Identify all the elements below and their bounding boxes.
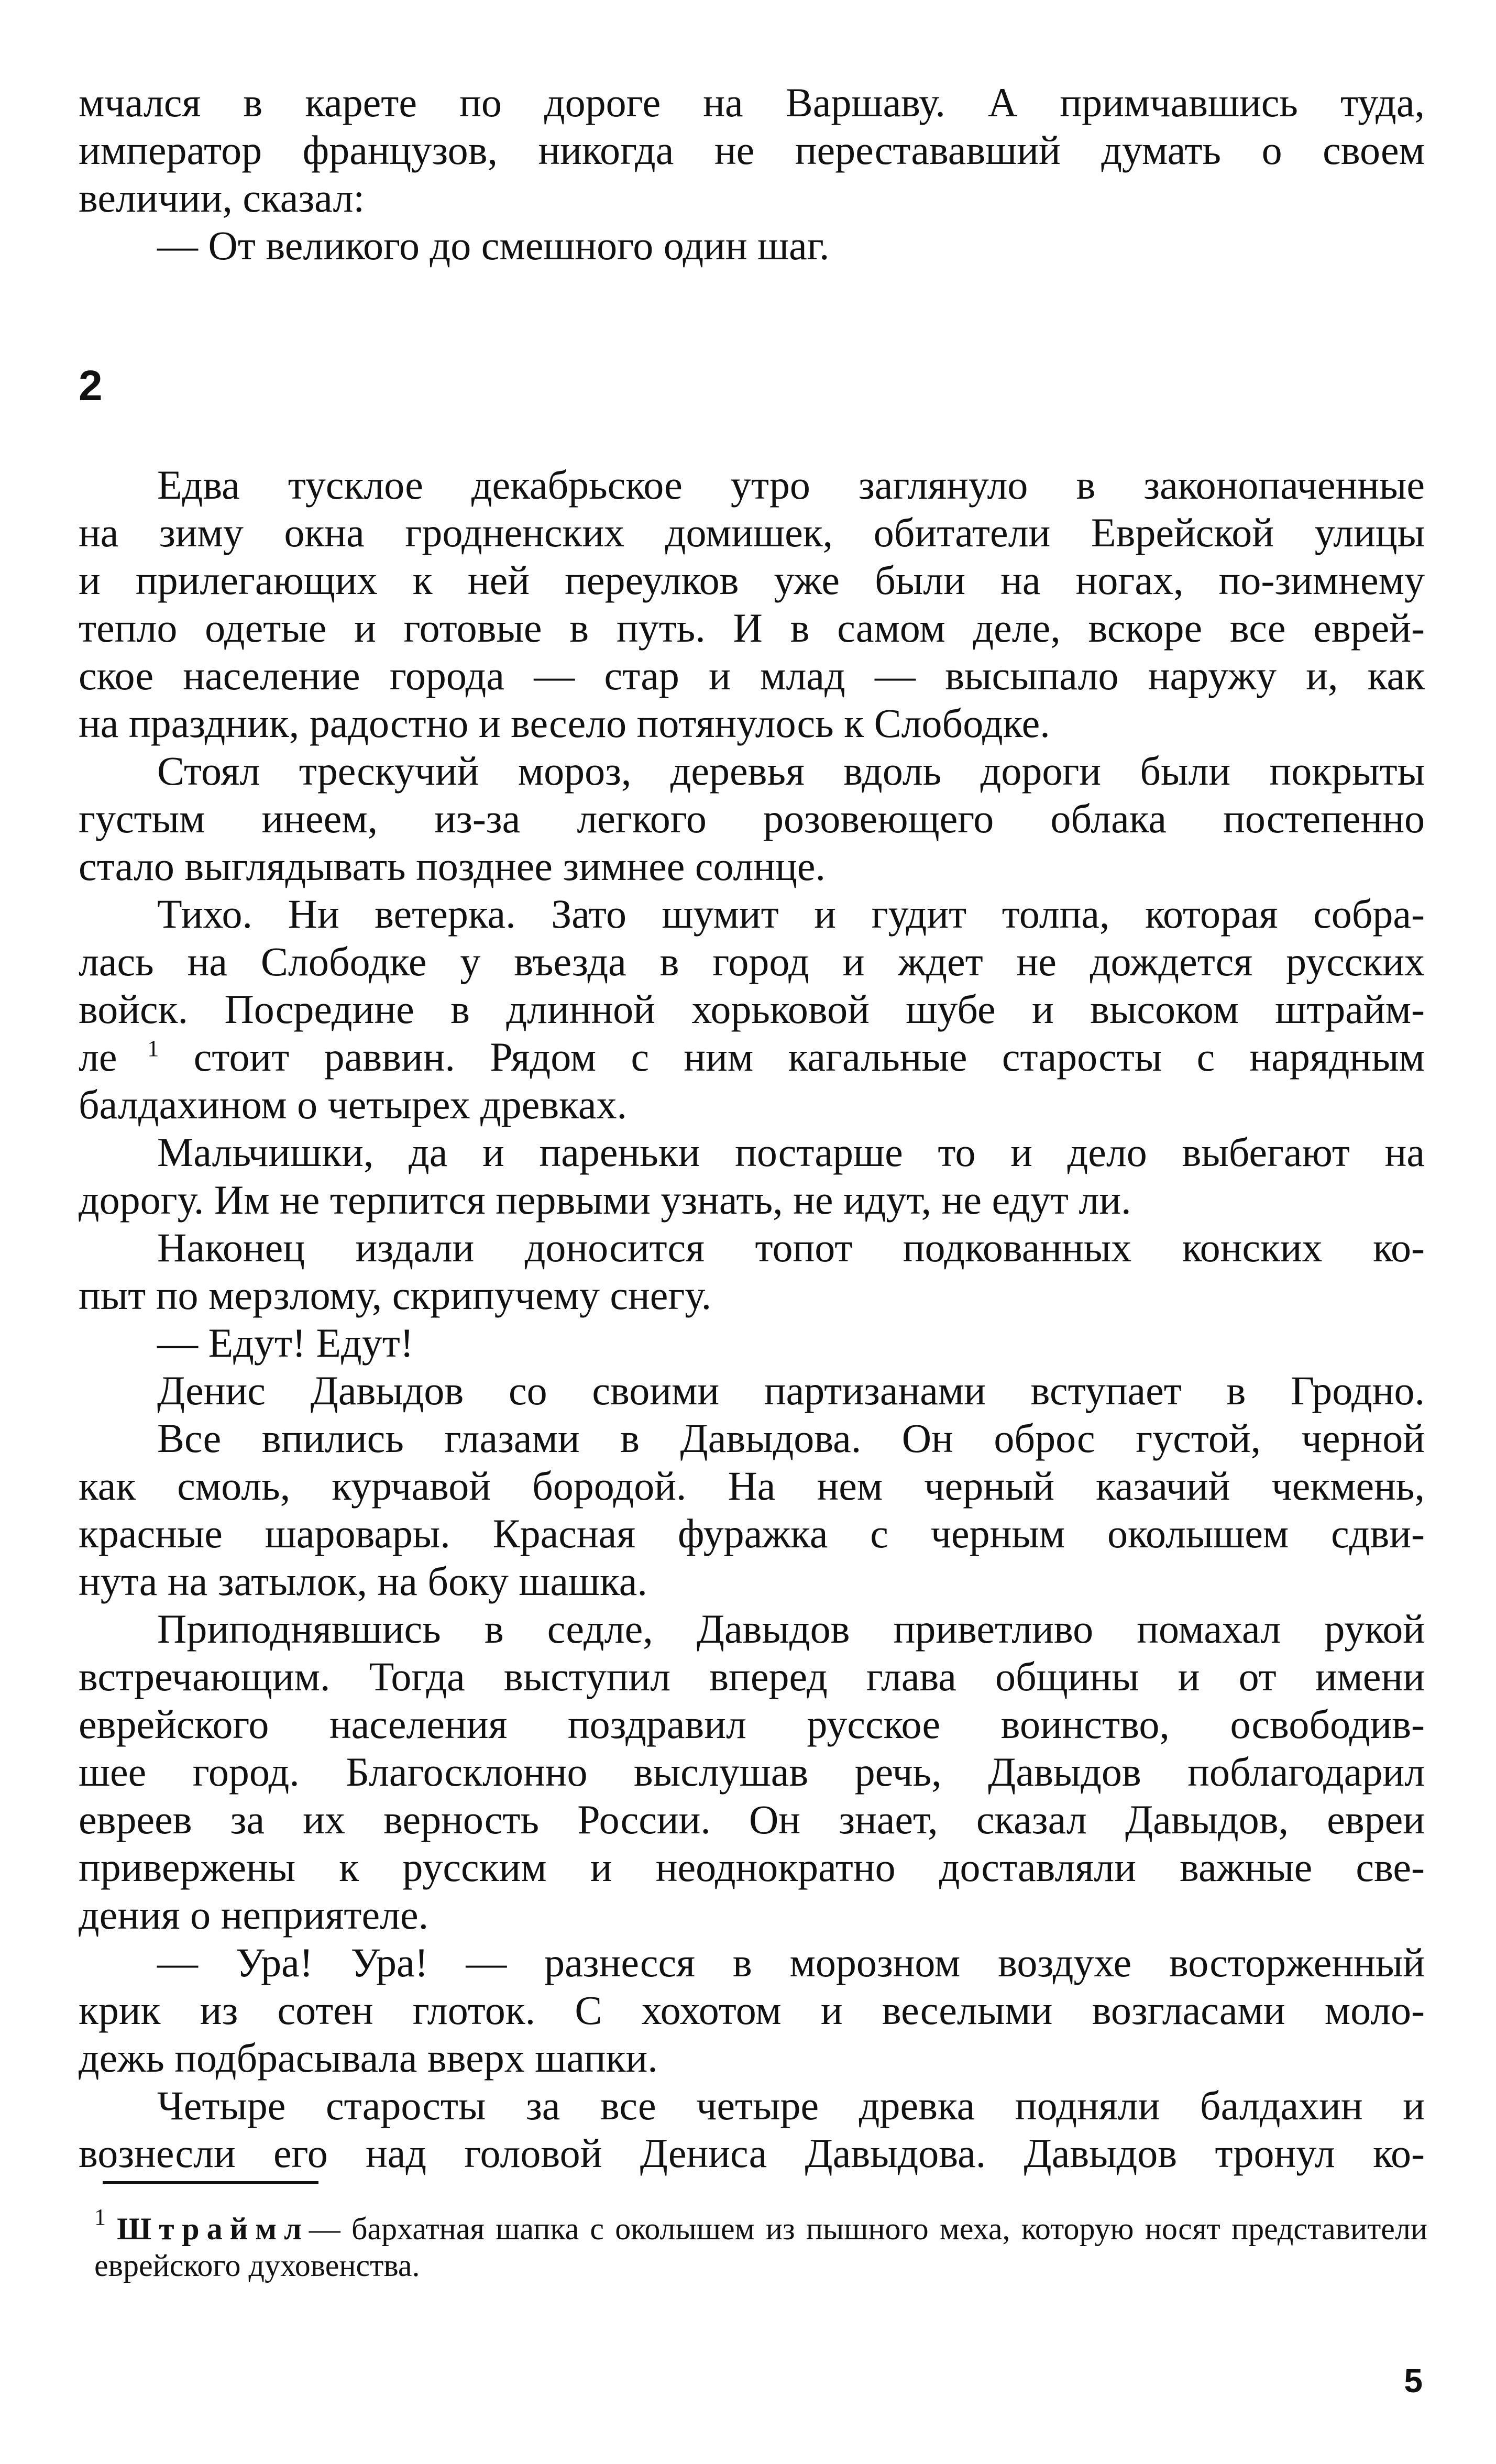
chapter-number: 2 bbox=[79, 362, 103, 410]
paragraph bbox=[79, 1605, 1425, 1939]
chapter-body bbox=[79, 461, 1425, 2177]
paragraph-line: Денис Давыдов со своими партизанами вступает в Гродно. bbox=[157, 1368, 1425, 1413]
paragraph-line: красные шаровары. Красная фуражка с черным околышем сдви- bbox=[79, 1511, 1425, 1556]
paragraph-line: Мальчишки, да и пареньки постарше то и дело выбегают на bbox=[157, 1129, 1425, 1175]
paragraph bbox=[79, 747, 1425, 890]
paragraph-line: ское население города — стар и млад — высыпало наружу и, как bbox=[79, 653, 1425, 698]
paragraph-line: Едва тусклое декабрьское утро заглянуло в законопаченные bbox=[157, 462, 1425, 508]
footnote-divider bbox=[103, 2181, 318, 2184]
paragraph-line: шее город. Благосклонно выслушав речь, Давыдов поблагодарил bbox=[79, 1749, 1425, 1795]
paragraph-line: густым инеем, из-за легкого розовеющего облака постепенно bbox=[79, 796, 1425, 841]
paragraph-line: нута на затылок, на боку шашка. bbox=[79, 1558, 647, 1604]
footnote bbox=[94, 2204, 1427, 2284]
footnote-marker: 1 bbox=[94, 2204, 106, 2230]
paragraph bbox=[79, 1414, 1425, 1605]
paragraph bbox=[79, 2082, 1425, 2177]
page-top bbox=[79, 79, 1425, 269]
paragraph-line: на зиму окна гродненских домишек, обитатели Еврейской улицы bbox=[79, 510, 1425, 555]
paragraph bbox=[79, 1319, 1425, 1367]
top-line-1: мчался в карете по дороге на Варшаву. А примчавшись туда, bbox=[79, 80, 1425, 125]
paragraph bbox=[79, 890, 1425, 1128]
paragraph-line: дежь подбрасывала вверх шапки. bbox=[79, 2035, 658, 2081]
paragraph-line: евреев за их верность России. Он знает, сказал Давыдов, евреи bbox=[79, 1797, 1425, 1842]
paragraph-line: встречающим. Тогда выступил вперед глава общины и от имени bbox=[79, 1654, 1425, 1699]
page-number: 5 bbox=[1404, 2362, 1423, 2400]
paragraph-line: вознесли его над головой Дениса Давыдова. Давыдов тронул ко- bbox=[79, 2130, 1425, 2176]
paragraph-line: Тихо. Ни ветерка. Зато шумит и гудит толпа, которая собра- bbox=[157, 891, 1425, 937]
top-paragraph bbox=[79, 79, 1425, 269]
paragraph-line: балдахином о четырех древках. bbox=[79, 1082, 627, 1127]
paragraph-line: крик из сотен глоток. С хохотом и веселыми возгласами моло- bbox=[79, 1987, 1425, 2033]
footnote-line-rest: стоит раввин. Рядом с ним кагальные старосты с нарядным bbox=[159, 1034, 1425, 1080]
paragraph bbox=[79, 1939, 1425, 2082]
footnote-reference: 1 bbox=[117, 1036, 159, 1061]
paragraph-line: Четыре старосты за все четыре древка подняли балдахин и bbox=[157, 2083, 1425, 2128]
paragraph-line-with-footnote bbox=[79, 1033, 1425, 1081]
paragraph-line: Все впились глазами в Давыдова. Он оброс густой, черной bbox=[157, 1415, 1425, 1461]
paragraph-line: Стоял трескучий мороз, деревья вдоль дороги были покрыты bbox=[157, 748, 1425, 794]
paragraph-line: — Едут! Едут! bbox=[157, 1320, 414, 1366]
paragraph bbox=[79, 1224, 1425, 1319]
paragraph-line: войск. Посредине в длинной хорьковой шубе и высоком штрайм- bbox=[79, 986, 1425, 1032]
footnote-line-text bbox=[79, 1034, 1425, 1080]
top-line-3: величии, сказал: bbox=[79, 175, 365, 221]
top-line-2: император французов, никогда не перестававший думать о своем bbox=[79, 127, 1425, 173]
paragraph-line: дения о неприятеле. bbox=[79, 1892, 429, 1938]
paragraph-line: дорогу. Им не терпится первыми узнать, не идут, не едут ли. bbox=[79, 1177, 1131, 1223]
paragraph-line: привержены к русским и неоднократно доставляли важные све- bbox=[79, 1844, 1425, 1890]
footnote-text: — бархатная шапка с околышем из пышного меха, которую носят представители еврейского духовенства. bbox=[94, 2212, 1427, 2283]
top-quote: — От великого до смешного один шаг. bbox=[157, 223, 830, 268]
paragraph bbox=[79, 1128, 1425, 1224]
paragraph-line: пыт по мерзлому, скрипучему снегу. bbox=[79, 1272, 712, 1318]
paragraph-line: Наконец издали доносится топот подкованных конских ко- bbox=[157, 1225, 1425, 1270]
paragraph-line: стало выглядывать позднее зимнее солнце. bbox=[79, 843, 826, 889]
paragraph-line: Приподнявшись в седле, Давыдов приветливо помахал рукой bbox=[157, 1606, 1425, 1652]
paragraph-line: на праздник, радостно и весело потянулось к Слободке. bbox=[79, 700, 1050, 746]
paragraph-line: лась на Слободке у въезда в город и ждет не дождется русских bbox=[79, 939, 1425, 984]
footnote-line-start: ле bbox=[79, 1034, 117, 1080]
paragraph bbox=[79, 1367, 1425, 1414]
paragraph-line: еврейского населения поздравил русское воинство, освободив- bbox=[79, 1701, 1425, 1747]
paragraph-line: — Ура! Ура! — разнесся в морозном воздухе восторженный bbox=[157, 1940, 1425, 1985]
paragraph-line: как смоль, курчавой бородой. На нем черный казачий чекмень, bbox=[79, 1463, 1425, 1509]
paragraph-line: и прилегающих к ней переулков уже были на ногах, по-зимнему bbox=[79, 557, 1425, 603]
paragraph-line: тепло одетые и готовые в путь. И в самом деле, вскоре все еврей- bbox=[79, 605, 1425, 651]
paragraph bbox=[79, 461, 1425, 747]
footnote-term: Штраймл bbox=[117, 2212, 309, 2246]
